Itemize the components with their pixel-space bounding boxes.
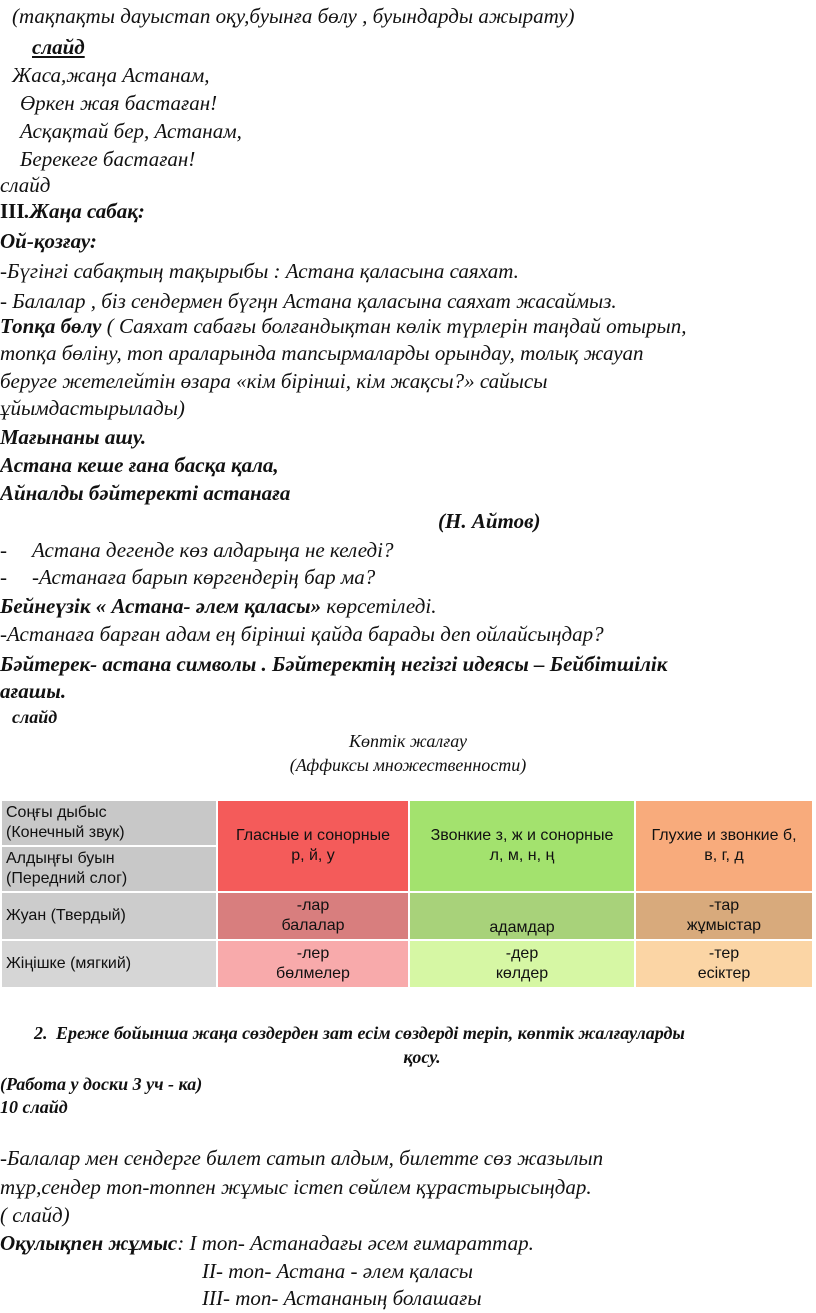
video-text: көрсетіледі. <box>321 594 437 618</box>
textbook-work <box>0 1230 534 1256</box>
group-2-task: ІІ- топ- Астана - әлем қаласы <box>202 1259 474 1283</box>
slide-label: слайд <box>12 707 58 727</box>
group-line-1 <box>0 313 686 339</box>
slide-10: 10 слайд <box>0 1097 68 1117</box>
cell-text: л, м, н, ң <box>489 847 555 864</box>
cell-text: -лар <box>296 897 330 914</box>
rule-line-2: қосу. <box>403 1047 441 1067</box>
question-3: -Астанаға барған адам ең бірінші қайда барады деп ойлайсыңдар? <box>0 622 604 646</box>
table-row <box>1 940 813 988</box>
bullet-dash: - <box>0 538 7 562</box>
soft-voiced-cell <box>409 940 635 988</box>
cell-text: балалар <box>281 917 345 934</box>
group-line-4: ұйымдастырылады) <box>0 396 185 420</box>
topic-line: -Бүгінгі сабақтың тақырыбы : Астана қаласына саяхат. <box>0 259 519 283</box>
textbook-heading: Оқулықпен жұмыс <box>0 1231 178 1255</box>
poem-bold-1: Астана кеше ғана басқа қала, <box>0 453 279 477</box>
group-3-task: ІІІ- топ- Астананың болашағы <box>202 1286 482 1310</box>
rule-number: 2. <box>34 1023 48 1043</box>
cell-text: бөлмелер <box>276 965 350 982</box>
rule-text: Ереже бойынша жаңа сөздерден зат есім сөздерді теріп, көптік жалғауларды <box>56 1023 685 1043</box>
cell-text: жұмыстар <box>686 917 762 934</box>
video-line <box>0 593 436 619</box>
header-vowel <box>217 800 409 892</box>
cell-text: (Передний слог) <box>6 870 128 887</box>
cell-text: -тар <box>708 897 740 914</box>
cell-text: есіктер <box>697 965 751 982</box>
cell-text: (Конечный звук) <box>6 824 125 841</box>
soft-vowel-cell <box>217 940 409 988</box>
cell-text: в, г, д <box>704 847 744 864</box>
cell-text: Гласные и сонорные <box>235 827 390 844</box>
header-deaf <box>635 800 813 892</box>
cell-text: көлдер <box>495 965 549 982</box>
poem-line-2: Өркен жая бастаған! <box>20 91 218 115</box>
rule-line-1 <box>34 1020 685 1046</box>
poem-line-4: Берекеге бастаған! <box>20 147 196 171</box>
table-row <box>1 800 813 846</box>
group-line-2: топқа бөліну, топ араларында тапсырмаларды орындау, толық жауап <box>0 341 644 365</box>
header-prev-syllable <box>1 846 217 892</box>
textbook-text: : І топ- Астанадағы әсем ғимараттар. <box>177 1231 534 1255</box>
baiterek-line-2: ағашы. <box>0 679 67 703</box>
section-number: ІІІ <box>0 199 25 223</box>
hard-voiced-cell <box>409 892 635 940</box>
row-hard-label: Жуан (Твердый) <box>1 892 217 940</box>
cell-text: -лер <box>296 945 330 962</box>
table-row <box>1 892 813 940</box>
cell-text: -дер <box>505 945 539 962</box>
section-title: .Жаңа сабақ: <box>24 199 145 223</box>
row-soft-label: Жіңішке (мягкий) <box>1 940 217 988</box>
group-text: ( Саяхат сабағы болғандықтан көлік түрлерін таңдай отырып, <box>101 314 687 338</box>
baiterek-line-1: Бәйтерек- астана символы . Бәйтеректің негізгі идеясы – Бейбітшілік <box>0 652 668 676</box>
bullet-dash: - <box>0 565 7 589</box>
group-heading: Топқа бөлу <box>0 314 102 338</box>
soft-deaf-cell <box>635 940 813 988</box>
slide-label: слайд <box>32 35 85 59</box>
subheading-meaning: Мағынаны ашу. <box>0 425 147 449</box>
line-instruction: (тақпақты дауыстап оқу,буынға бөлу , буындарды ажырату) <box>12 4 575 28</box>
poem-author: (Н. Айтов) <box>438 509 541 533</box>
section-heading <box>0 198 145 224</box>
cell-text: Алдыңғы буын <box>6 850 115 867</box>
subheading-oi: Ой-қозғау: <box>0 229 97 253</box>
board-work: (Работа у доски 3 уч - ка) <box>0 1074 203 1094</box>
question-text: -Астанаға барып көргендерің бар ма? <box>32 565 376 589</box>
poem-bold-2: Айналды бәйтеректі астанаға <box>0 481 291 505</box>
question-text: Астана дегенде көз алдарыңа не келеді? <box>32 538 394 562</box>
kids-line: - Балалар , біз сендермен бүгңн Астана қаласына саяхат жасаймыз. <box>0 289 617 313</box>
cell-text: адамдар <box>489 919 555 936</box>
table-subtitle: (Аффиксы множественности) <box>289 755 527 775</box>
cell-text: р, й, у <box>291 847 335 864</box>
question-2 <box>0 564 375 590</box>
video-title: Бейнеүзік « Астана- әлем қаласы» <box>0 594 322 618</box>
ticket-line-1: -Балалар мен сендерге билет сатып алдым, билетте сөз жазылып <box>0 1146 604 1170</box>
ticket-line-2: тұр,сендер топ-топпен жұмыс істеп сөйлем құрастырысыңдар. <box>0 1175 592 1199</box>
question-1 <box>0 537 393 563</box>
slide-label: ( слайд) <box>0 1203 70 1227</box>
cell-text: Соңғы дыбыс <box>6 804 107 821</box>
table-title: Көптік жалғау <box>348 731 467 751</box>
poem-line-1: Жаса,жаңа Астанам, <box>12 63 210 87</box>
cell-text: -тер <box>708 945 740 962</box>
header-last-sound <box>1 800 217 846</box>
poem-line-3: Асқақтай бер, Астанам, <box>20 119 242 143</box>
slide-label: слайд <box>0 173 51 197</box>
cell-text: Глухие и звонкие б, <box>651 827 797 844</box>
group-line-3: беруге жетелейтін өзара «кім бірінші, кім жақсы?» сайысы <box>0 369 548 393</box>
cell-text: Звонкие з, ж и сонорные <box>430 827 614 844</box>
affix-table <box>0 799 814 989</box>
hard-vowel-cell <box>217 892 409 940</box>
header-voiced <box>409 800 635 892</box>
hard-deaf-cell <box>635 892 813 940</box>
